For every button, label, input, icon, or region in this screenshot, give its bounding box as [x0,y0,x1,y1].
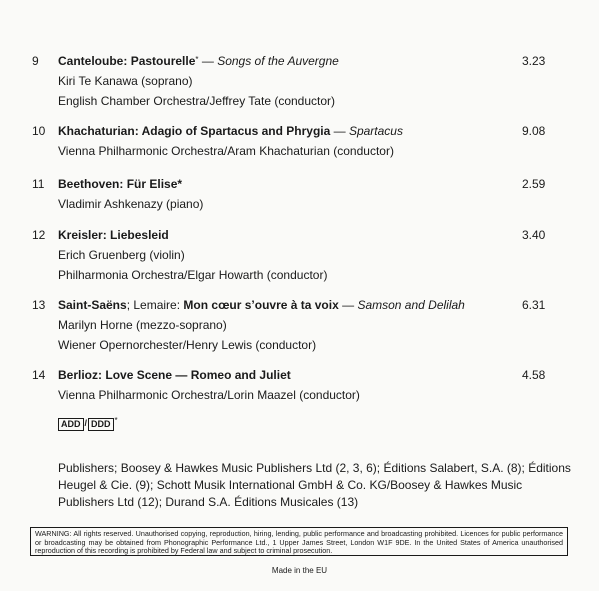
track-title [58,177,182,191]
performer: Erich Gruenberg (violin) [58,248,185,262]
work-title: Für Elise* [126,177,183,191]
title-colon: : [134,124,142,138]
track-number: 10 [32,124,46,138]
title-colon: : [98,368,106,382]
performer: Kiri Te Kanawa (soprano) [58,74,193,88]
track-number: 14 [32,368,46,382]
performer: Vienna Philharmonic Orchestra/Aram Khachaturian (conductor) [58,144,394,158]
composer: Canteloube [58,54,124,68]
code-marker: * [114,416,118,425]
composer: Beethoven [58,177,120,191]
performer: Marilyn Horne (mezzo-soprano) [58,318,227,332]
work-title: Mon cœur s’ouvre à ta voix [183,298,339,312]
performer: Vienna Philharmonic Orchestra/Lorin Maazel (conductor) [58,388,360,402]
separator: — [330,124,349,138]
track-duration: 3.23 [522,54,546,68]
track-title [58,228,169,242]
title-colon: : [123,54,131,68]
track-title [58,54,339,68]
track-number: 13 [32,298,46,312]
composer: Kreisler [58,228,103,242]
work-title: Adagio of Spartacus and Phrygia [141,124,331,138]
separator: — [338,298,358,312]
code-slash: / [84,418,88,428]
track-number: 12 [32,228,46,242]
track-duration: 2.59 [522,177,546,191]
track-duration: 6.31 [522,298,546,312]
composer: Khachaturian [58,124,135,138]
source-work: Songs of the Auvergne [217,54,339,68]
performer: English Chamber Orchestra/Jeffrey Tate (conductor) [58,94,336,108]
performer: Wiener Opernorchester/Henry Lewis (conductor) [58,338,317,352]
track-title [58,124,403,138]
work-title: Pastourelle [130,54,196,68]
track-title [58,298,465,312]
copyright-warning: WARNING: All rights reserved. Unauthorised copying, reproduction, hiring, lending, public performance and broadcasting prohibited. Licences for public performance or broadcasting may be obtained from Phonographic Performance Ltd., 1 Upper James Street, London W1F 9DE. In the United States of America unauthorised reproduction of this recording is prohibited by Federal law and subject to criminal prosecution. [30,527,568,556]
track-duration: 4.58 [522,368,546,382]
add-code: ADD [58,418,84,431]
arranger: ; Lemaire: [126,298,181,312]
work-title: Liebesleid [110,228,169,242]
track-title [58,368,291,382]
composer: Saint-Saëns [58,298,127,312]
source-work: Spartacus [348,124,403,138]
track-number: 11 [32,177,45,191]
made-in-label: Made in the EU [271,566,328,575]
title-colon: : [102,228,111,242]
performer: Vladimir Ashkenazy (piano) [58,197,204,211]
performer: Philharmonia Orchestra/Elgar Howarth (conductor) [58,268,328,282]
track-duration: 9.08 [522,124,546,138]
separator: — [198,54,218,68]
composer: Berlioz [58,368,99,382]
recording-codes [58,418,118,431]
marker: * [195,55,199,64]
title-colon: : [119,177,127,191]
ddd-code: DDD [88,418,114,431]
publishers-credits: Publishers; Boosey & Hawkes Music Publishers Ltd (2, 3, 6); Éditions Salabert, S.A. (8); Éditions Heugel & Cie. (9); Schott Musik International GmbH & Co. KG/Boosey & Hawkes Music Publishers Ltd (12); Durand S.A. Éditions Musicales (13) [58,461,571,509]
track-number: 9 [32,54,39,68]
track-duration: 3.40 [522,228,546,242]
source-work: Samson and Delilah [357,298,465,312]
work-title: Love Scene — Romeo and Juliet [105,368,291,382]
